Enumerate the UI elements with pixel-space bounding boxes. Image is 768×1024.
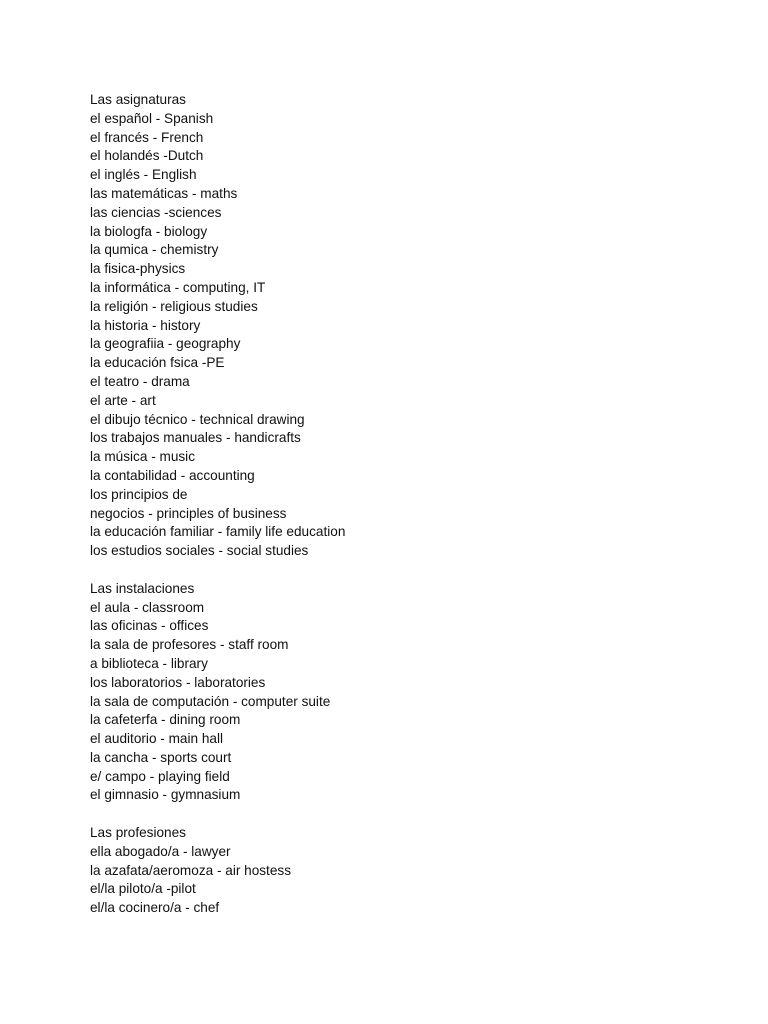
vocab-line: el auditorio - main hall	[90, 731, 223, 747]
vocab-line: el/la cocinero/a - chef	[90, 900, 220, 916]
vocab-line: negocios - principles of business	[90, 505, 287, 521]
section-heading: Las profesiones	[90, 825, 186, 841]
vocab-line: las matemáticas - maths	[90, 185, 238, 201]
vocab-line: los laboratorios - laboratories	[90, 674, 266, 690]
section-profesiones	[90, 824, 730, 918]
vocab-line: el gimnasio - gymnasium	[90, 787, 241, 803]
vocab-line: la geografiia - geography	[90, 336, 241, 352]
vocab-line: los principios de	[90, 486, 188, 502]
vocab-line: la cafeterfa - dining room	[90, 712, 241, 728]
vocab-line: el español - Spanish	[90, 110, 214, 126]
vocab-line: el dibujo técnico - technical drawing	[90, 411, 305, 427]
vocab-line: la religión - religious studies	[90, 298, 258, 314]
section-heading: Las asignaturas	[90, 92, 186, 107]
vocab-line: la qumica - chemistry	[90, 242, 219, 258]
vocab-line: los trabajos manuales - handicrafts	[90, 430, 301, 446]
vocab-line: las ciencias -sciences	[90, 204, 222, 220]
vocab-line: la educación familiar - family life education	[90, 524, 346, 540]
vocab-line: la educación fsica -PE	[90, 355, 225, 371]
vocab-line: el francés - French	[90, 129, 204, 145]
vocab-line: el inglés - English	[90, 167, 197, 183]
vocab-line: la fisica-physics	[90, 261, 186, 277]
vocab-line: la sala de computación - computer suite	[90, 693, 331, 709]
vocab-line: el aula - classroom	[90, 599, 205, 615]
vocab-line: la cancha - sports court	[90, 749, 232, 765]
section-instalaciones	[90, 580, 730, 806]
vocab-line: los estudios sociales - social studies	[90, 543, 309, 559]
vocab-line: a biblioteca - library	[90, 655, 208, 671]
vocab-line: el teatro - drama	[90, 373, 190, 389]
vocab-line: e/ campo - playing field	[90, 768, 230, 784]
vocab-line: la música - music	[90, 449, 195, 465]
vocab-line: la biologfa - biology	[90, 223, 208, 239]
vocab-line: el arte - art	[90, 392, 156, 408]
vocab-line: la informática - computing, IT	[90, 279, 266, 295]
vocab-line: la azafata/aeromoza - air hostess	[90, 862, 291, 878]
vocab-line: el holandés -Dutch	[90, 148, 204, 164]
vocab-line: la sala de profesores - staff room	[90, 637, 289, 653]
section-asignaturas	[90, 91, 730, 561]
vocab-line: las oficinas - offices	[90, 618, 209, 634]
vocab-line: la historia - history	[90, 317, 201, 333]
vocab-line: el/la piloto/a -pilot	[90, 881, 196, 897]
document-page	[90, 91, 730, 937]
section-heading: Las instalaciones	[90, 580, 195, 596]
vocab-line: la contabilidad - accounting	[90, 467, 255, 483]
vocab-line: ella abogado/a - lawyer	[90, 843, 231, 859]
